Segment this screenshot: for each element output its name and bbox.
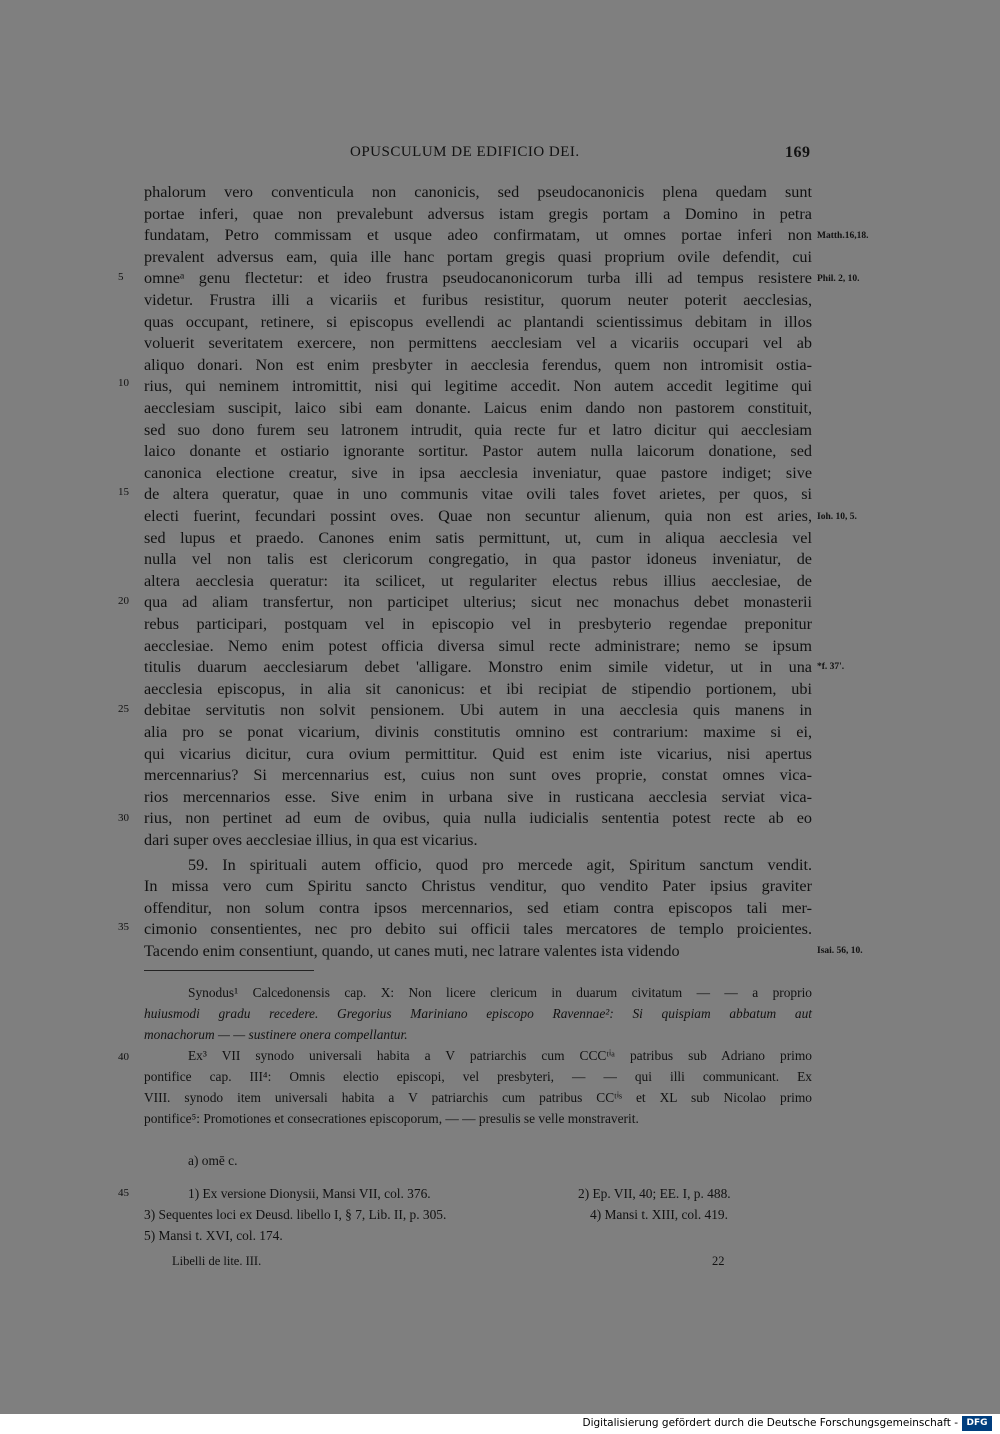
- text-line: rios mercennarios esse. Sive enim in urbana sive in rusticana aecclesia serviat vica-: [144, 787, 812, 806]
- footnote: 3) Sequentes loci ex Deusd. libello I, § 7, Lib. II, p. 305.: [144, 1207, 447, 1222]
- text-line: offenditur, non solum contra ipsos mercennarios, sed etiam contra episcopos tali mer-: [144, 898, 812, 917]
- source-line: pontifice⁵: Promotiones et consecrationes episcoporum, — — presulis se velle monstraverit.: [144, 1111, 639, 1126]
- text-line: canonica electione creatur, sive in ipsa aecclesia inveniatur, quae pastore indiget; sive: [144, 463, 812, 482]
- text-line: 59. In spirituali autem officio, quod pro mercede agit, Spiritum sanctum vendit.: [188, 855, 812, 874]
- source-line: Synodus¹ Calcedonensis cap. X: Non licere clericum in duarum civitatum — — a proprio: [188, 985, 812, 1000]
- text-line: rius, non pertinet ad eum de ovibus, quia nulla iudicialis sententia potest recte ab eo: [144, 809, 812, 828]
- text-line: omneᵃ genu flectetur: et ideo frustra pseudocanonicorum turba illi ad tempus resistere: [144, 269, 812, 288]
- line-number: 30: [118, 812, 129, 824]
- footnote: 4) Mansi t. XIII, col. 419.: [590, 1207, 728, 1222]
- text-line: qua ad aliam transfertur, non participet ulterius; sicut nec monachus debet monasterii: [144, 593, 812, 612]
- funding-credit: Digitalisierung gefördert durch die Deutsche Forschungsgemeinschaft -: [582, 1417, 958, 1429]
- footnote-rule: [144, 970, 314, 971]
- source-line: VIII. synodo item universali habita a V patriarchis cum patribus CCᵗⁱˢ et XL sub Nicolao primo: [144, 1090, 812, 1105]
- text-line: titulis duarum aecclesiarum debet 'alligare. Monstro enim simile videtur, ut in una: [144, 658, 812, 677]
- text-line: portae inferi, quae non prevalebunt adversus istam gregis portam a Domino in petra: [144, 204, 812, 223]
- text-line: fundatam, Petro commissam et usque adeo confirmatam, ut omnes portae inferi non: [144, 226, 812, 245]
- text-line: aecclesiae. Nemo enim potest officia diversa simul recte administrare; nemo se ipsum: [144, 636, 812, 655]
- text-line: de altera queratur, quae in uno communis vitae ovili tales fovet arietes, per quos, si: [144, 485, 812, 504]
- line-number: 15: [118, 486, 129, 498]
- source-line: monachorum — — sustinere onera compellantur.: [144, 1027, 408, 1042]
- source-line: pontifice cap. III⁴: Omnis electio episcopi, vel presbyteri, — — qui illi communicant. Ex: [144, 1069, 812, 1084]
- line-number: 40: [118, 1051, 129, 1063]
- text-line: prevalent adversus eam, quia ille hanc portam gregis quasi proprium ovile defendit, cui: [144, 247, 812, 266]
- apparatus-note: a) omē c.: [188, 1153, 238, 1168]
- margin-reference: Ioh. 10, 5.: [817, 512, 857, 522]
- text-line: laico donante et ostiario ignorante sortitur. Pastor autem nulla laicorum donatione, sed: [144, 442, 812, 461]
- text-line: aecclesiam suscipit, laico sibi eam donante. Laicus enim dando non pastorem constituit,: [144, 399, 812, 417]
- line-number: 20: [118, 595, 129, 607]
- text-line: aecclesia episcopus, in alia sit canonicus: et ibi recipiat de stipendio portionem, ubi: [144, 679, 812, 698]
- footnote: 1) Ex versione Dionysii, Mansi VII, col. 376.: [188, 1186, 431, 1201]
- line-number: 25: [118, 703, 129, 715]
- line-number: 45: [118, 1187, 129, 1199]
- signature-right: 22: [712, 1254, 725, 1268]
- line-number: 10: [118, 377, 129, 389]
- text-line: rebus participari, postquam vel in episcopio vel in presbyterio regendae preponitur: [144, 615, 812, 633]
- source-line: huiusmodi gradu recedere. Gregorius Mariniano episcopo Ravennae²: Si quispiam abbatum aut: [144, 1006, 812, 1021]
- running-title: OPUSCULUM DE EDIFICIO DEI.: [350, 144, 580, 160]
- text-line: cimonio consentientes, nec pro debito sui officii tales mercatores de templo proicientes.: [144, 920, 812, 939]
- text-line: rius, qui neminem intromittit, nisi qui legitime accedit. Non autem accedit legitime qui: [144, 377, 812, 396]
- text-line: qui vicarius dicitur, cura ovium permittitur. Quid est enim iste vicarius, nisi apertus: [144, 744, 812, 763]
- text-line: alia pro se ponat vicarium, divinis constitutis omnino est contrarium: maxime si ei,: [144, 723, 812, 741]
- text-line: altera aecclesia queratur: ita scilicet, ut regulariter electus rebus illius aecclesiae, de: [144, 571, 812, 590]
- source-line: Ex³ VII synodo universali habita a V patriarchis cum CCCᵗⁱᵃ patribus sub Adriano primo: [188, 1048, 812, 1063]
- page-number: 169: [785, 144, 811, 161]
- text-line: videtur. Frustra illi a vicariis et furibus resistitur, quorum neuter poterit aecclesias,: [144, 291, 812, 309]
- digitization-footer: [0, 1414, 1000, 1434]
- text-line: nulla vel non talis est clericorum congregatio, in qua pastor idoneus inveniatur, de: [144, 550, 812, 569]
- line-number: 35: [118, 921, 129, 933]
- text-line: debitae servitutis non solvit pensionem. Ubi autem in una aecclesia quis manens in: [144, 701, 812, 720]
- text-line: Tacendo enim consentiunt, quando, ut canes muti, nec latrare valentes ista videndo: [144, 942, 680, 960]
- footnote: 2) Ep. VII, 40; EE. I, p. 488.: [578, 1186, 731, 1201]
- text-line: phalorum vero conventicula non canonicis, sed pseudocanonicis plena quedam sunt: [144, 183, 812, 201]
- margin-reference: Matth.16,18.: [817, 231, 869, 241]
- line-number: 5: [118, 271, 124, 283]
- text-line: dari super oves aecclesiae illius, in qua est vicarius.: [144, 831, 478, 849]
- text-line: aliquo donari. Non est enim presbyter in aecclesia ferendus, quem non intromisit ostia-: [144, 355, 812, 374]
- dfg-logo: DFG: [962, 1416, 992, 1431]
- signature-left: Libelli de lite. III.: [172, 1254, 262, 1268]
- text-line: sed suo dono furem seu latronem intrudit, quia recte fur et latro dicitur qui aecclesiam: [144, 420, 812, 439]
- text-line: voluerit severitatem exercere, non permittens aecclesiam vel a vicariis occupari vel ab: [144, 334, 812, 353]
- text-line: In missa vero cum Spiritu sancto Christus venditur, quo vendito Pater ipsius graviter: [144, 877, 812, 896]
- text-line: sed lupus et praedo. Canones enim satis permittunt, ut, cum in aliqua aecclesia vel: [144, 528, 812, 547]
- margin-reference: Phil. 2, 10.: [817, 274, 860, 284]
- margin-reference: *f. 37'.: [817, 662, 845, 672]
- text-line: mercennarius? Si mercennarius est, cuius non sunt oves proprie, constat omnes vica-: [144, 766, 812, 785]
- text-line: quas occupant, retinere, si episcopus evellendi ac plantandi scientissimus debitam in illos: [144, 312, 812, 331]
- footnote: 5) Mansi t. XVI, col. 174.: [144, 1228, 283, 1243]
- margin-reference: Isai. 56, 10.: [817, 946, 863, 956]
- text-line: electi fuerint, fecundari possint oves. Quae non secuntur alienum, quia non est aries,: [144, 507, 812, 525]
